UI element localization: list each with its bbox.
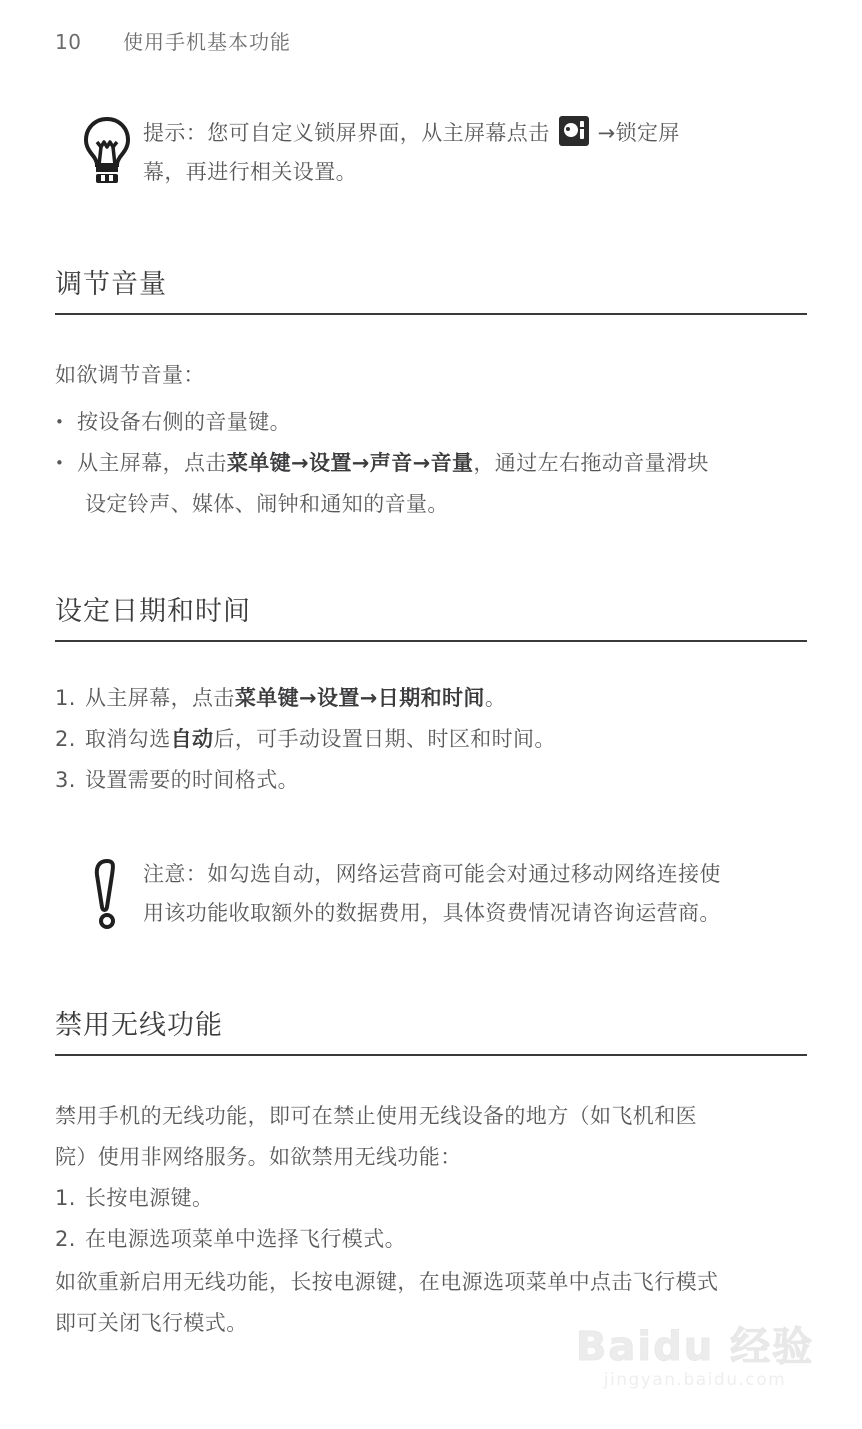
volume-lead: 如欲调节音量：: [55, 363, 205, 387]
section-volume: [55, 262, 807, 315]
wireless-step-list: [55, 1178, 807, 1260]
section-rule: [55, 1054, 807, 1056]
step-text-emphasis: 自动: [170, 727, 214, 751]
themes-settings-icon: [559, 116, 589, 146]
wireless-intro: [55, 1096, 807, 1178]
lightbulb-icon: [71, 112, 143, 198]
step-text: [85, 760, 807, 801]
step-marker: 3.: [55, 768, 76, 792]
list-item: [55, 402, 807, 443]
bullet-text: 按设备右侧的音量键。: [77, 410, 291, 434]
step-text-after: 。: [484, 686, 507, 710]
bullet-marker: •: [55, 454, 65, 472]
wireless-intro-line-2: 院）使用非网络服务。如欲禁用无线功能：: [55, 1145, 462, 1169]
wireless-tail: [55, 1262, 807, 1344]
section-rule: [55, 313, 807, 315]
bullet-text: [77, 443, 807, 525]
list-item: [55, 443, 807, 525]
note-line-1: 注意：如勾选自动，网络运营商可能会对通过移动网络连接使: [143, 862, 721, 886]
tip-line-1: [143, 114, 807, 153]
step-text-after: 后，可手动设置日期、时区和时间。: [213, 727, 556, 751]
datetime-step-list: [55, 678, 807, 801]
section-datetime: [55, 589, 807, 642]
list-item: [55, 678, 807, 719]
bullet-marker: •: [55, 413, 65, 431]
tip-callout: [55, 112, 807, 198]
section-title-volume: 调节音量: [55, 269, 167, 300]
tip-text: [143, 112, 807, 192]
watermark-sub-text: jingyan.baidu.com: [603, 1370, 787, 1390]
watermark-main-text: Baidu 经验: [575, 1324, 815, 1370]
step-text-emphasis: 菜单键→设置→日期和时间: [234, 686, 485, 710]
section-title-wireless: 禁用无线功能: [55, 1010, 223, 1041]
page-header: [55, 0, 807, 66]
list-item: [55, 1219, 807, 1260]
note-text: [143, 853, 807, 933]
step-text: 长按电源键。: [85, 1186, 214, 1210]
bullet-continuation: 设定铃声、媒体、闹钟和通知的音量。: [85, 492, 449, 516]
tip-line-2: 幕，再进行相关设置。: [143, 160, 357, 184]
section-title-datetime: 设定日期和时间: [55, 596, 251, 627]
header-title: 使用手机基本功能: [123, 30, 291, 54]
step-text-before: 取消勾选: [85, 727, 171, 751]
wireless-tail-line-2: 即可关闭飞行模式。: [55, 1311, 248, 1335]
step-marker: 2.: [55, 1227, 76, 1251]
list-item: [55, 760, 807, 801]
section-rule: [55, 640, 807, 642]
list-item: [55, 719, 807, 760]
step-text: [85, 678, 807, 719]
exclamation-icon: [71, 853, 143, 939]
step-text-before: 从主屏幕，点击: [85, 686, 235, 710]
step-marker: 1.: [55, 1186, 76, 1210]
step-marker: 1.: [55, 686, 76, 710]
step-text-before: 设置需要的时间格式。: [85, 768, 299, 792]
wireless-intro-line-1: 禁用手机的无线功能，即可在禁止使用无线设备的地方（如飞机和医: [55, 1104, 697, 1128]
list-item: [55, 1178, 807, 1219]
note-line-2: 用该功能收取额外的数据费用，具体资费情况请咨询运营商。: [143, 901, 721, 925]
volume-bullet-list: [55, 402, 807, 525]
bullet-text-emphasis: 菜单键→设置→声音→音量: [226, 451, 474, 475]
step-text: 在电源选项菜单中选择飞行模式。: [85, 1227, 406, 1251]
bullet-text-after: ，通过左右拖动音量滑块: [473, 451, 709, 475]
page-number: 10: [55, 30, 82, 54]
section-wireless: [55, 1003, 807, 1056]
tip-line-1-after: →锁定屏: [597, 121, 680, 145]
note-callout: [55, 853, 807, 939]
step-text: [85, 719, 807, 760]
bullet-text-before: 从主屏幕，点击: [77, 451, 227, 475]
step-marker: 2.: [55, 727, 76, 751]
tip-line-1-before: 提示：您可自定义锁屏界面，从主屏幕点击: [143, 121, 550, 145]
wireless-tail-line-1: 如欲重新启用无线功能，长按电源键，在电源选项菜单中点击飞行模式: [55, 1270, 719, 1294]
